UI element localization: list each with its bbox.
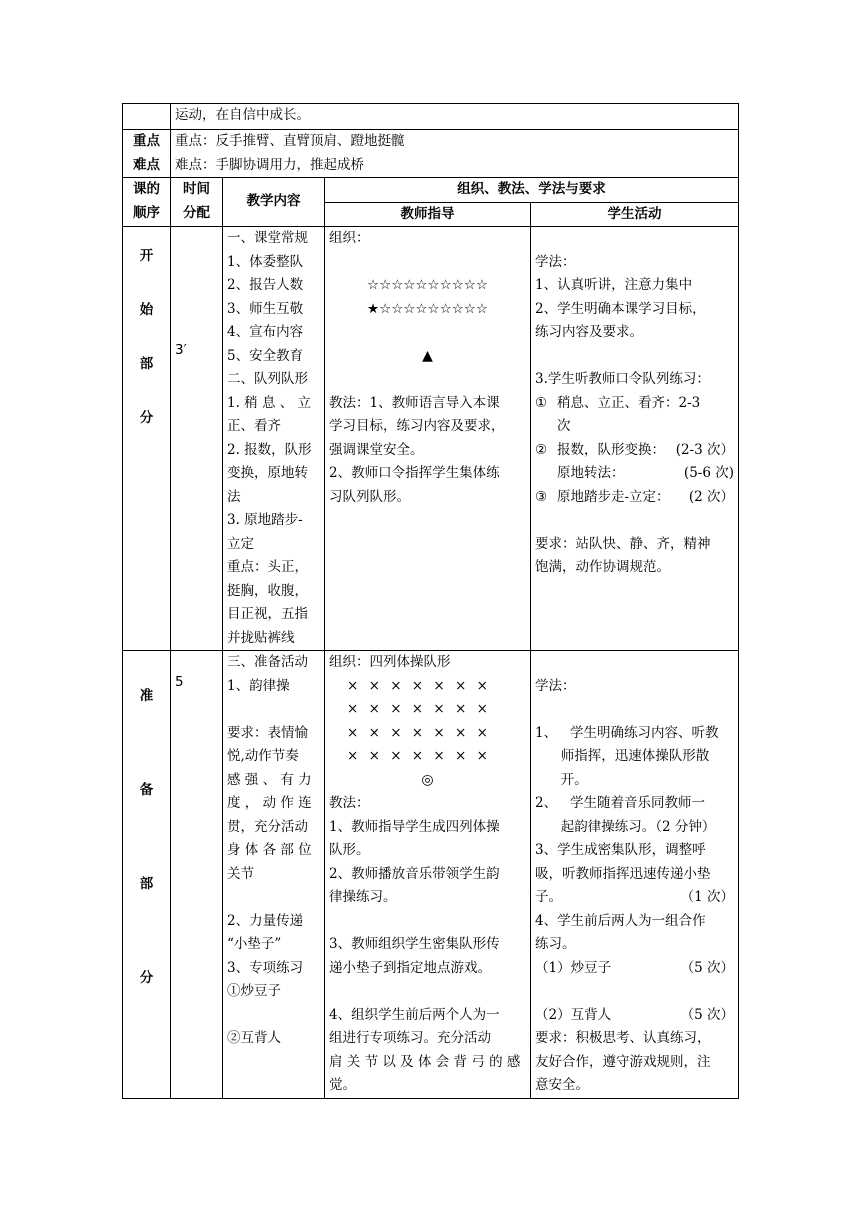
section-prep-char: 准 <box>139 688 154 704</box>
section-start-char: 始 <box>139 302 154 318</box>
section-start-char: 分 <box>139 410 154 426</box>
section-prep-label <box>123 651 171 1099</box>
lesson-plan-table <box>122 103 739 1099</box>
drill-item: ① 稍息、立正、看齐：2-3 <box>535 394 701 411</box>
header-row-1 <box>123 178 739 203</box>
formation-cross-row: × × × × × × × <box>347 701 488 717</box>
difficulty-text: 难点：手脚协调用力，推起成桥 <box>175 156 364 173</box>
section-start-teacher: 组织： ☆☆☆☆☆☆☆☆☆☆ ★☆☆☆☆☆☆☆☆☆ ▲ 教法：1、教师语言导入本课 学习目标，练习内容及要求， 强调课堂安全。 2、教师口令指挥学生集体练 习队列队形。 <box>325 227 531 651</box>
formation-cross-row: × × × × × × × <box>347 677 488 694</box>
section-start-row <box>123 227 739 651</box>
teacher-triangle-icon: ▲ <box>422 347 433 364</box>
header-time: 时间 分配 <box>171 178 223 227</box>
section-start-student: 学法： 1、认真听讲，注意力集中 2、学生明确本课学习目标， 练习内容及要求。 3.学生听教师口令队列练习： ① 稍息、立正、看齐：2-3 次 ② 报数，队形变换： (2-3 次） 原地转法： (5-6 次) ③ 原地踏步走-立定： (2 次） 要求：站队快、静、齐，精神 饱满，动作协调规范。 <box>531 227 739 651</box>
student-formation-row: ☆☆☆☆☆☆☆☆☆☆ <box>366 277 489 293</box>
key-points-row <box>123 130 739 178</box>
key-points-label: 重点 难点 <box>123 130 171 178</box>
section-prep-teacher: 组织：四列体操队形 × × × × × × × × × × × × × × × × × × × × × × × × × × × × ◎ 教法： 1、教师指导学生成四列体操 队形。 2、教师播放音乐带领学生韵 律操练习。 3、教师组织学生密集队形传 递小垫子到指定地点游戏。 4、组织学生前后两个人为一 组进行专项练习。充分活动 肩 关 节 以 及 体 会 背 弓 的 感 觉。 <box>325 651 531 1099</box>
header-content: 教学内容 <box>223 178 325 227</box>
section-prep-time: 5 <box>171 651 223 1099</box>
section-prep-student: 学法： 1、 学生明确练习内容、听教 师指挥，迅速体操队形散 开。 2、 学生随着音乐同教师一 起韵律操练习。（2 分钟） 3、学生成密集队形，调整呼 吸，听教师指挥迅速传递小垫 子。 （1 次） 4、学生前后两人为一组合作 练习。 （1）炒豆子 （5 次） （2）互背人 （5 次） 要求：积极思考、认真练习， 友好合作，遵守游戏规则，注 意安全。 <box>531 651 739 1099</box>
drill-item: ② 报数，队形变换： (2-3 次） <box>535 441 734 458</box>
section-prep-char: 分 <box>139 970 154 986</box>
drill-item: ③ 原地踏步走-立定： (2 次） <box>535 488 734 505</box>
section-start-label <box>123 227 171 651</box>
intro-text: 运动，在自信中成长。 <box>171 104 739 130</box>
intro-row <box>123 104 739 130</box>
section-start-char: 开 <box>139 248 154 264</box>
header-order: 课的 顺序 <box>123 178 171 227</box>
student-formation-row: ★☆☆☆☆☆☆☆☆☆ <box>366 300 489 317</box>
header-student: 学生活动 <box>531 202 739 227</box>
teacher-position-icon: ◎ <box>421 771 434 788</box>
key-points-text <box>171 130 739 178</box>
formation-cross-row: × × × × × × × <box>347 748 488 764</box>
section-prep-char: 部 <box>139 876 154 892</box>
section-start-char: 部 <box>139 356 154 372</box>
section-prep-content: 三、准备活动 1、韵律操 要求：表情愉 悦,动作节奏 感 强 、 有 力 度 ， 动 作 连 贯，充分活动 身 体 各 部 位 关节 2、力量传递 “小垫子” 3、专项练习 ①炒豆子 ②互背人 <box>223 651 325 1099</box>
formation-cross-row: × × × × × × × <box>347 724 488 741</box>
header-org: 组织、教法、学法与要求 <box>325 178 739 203</box>
drill-item: 次 <box>557 418 571 434</box>
section-start-content: 一、课堂常规 1、体委整队 2、报告人数 3、师生互敬 4、宣布内容 5、安全教育 二、队列队形 1. 稍 息 、 立 正、看齐 2. 报数，队形 变换，原地转 法 3. 原地踏步- 立定 重点：头正， 挺胸，收腹， 目正视，五指 并拢贴裤线 <box>223 227 325 651</box>
focus-text: 重点：反手推臂、直臂顶肩、蹬地挺髋 <box>175 133 405 149</box>
drill-item: 原地转法： (5-6 次) <box>557 465 734 481</box>
section-prep-row <box>123 651 739 1099</box>
section-prep-char: 备 <box>139 782 154 798</box>
section-start-time: 3′ <box>171 227 223 651</box>
header-teacher: 教师指导 <box>325 202 531 227</box>
